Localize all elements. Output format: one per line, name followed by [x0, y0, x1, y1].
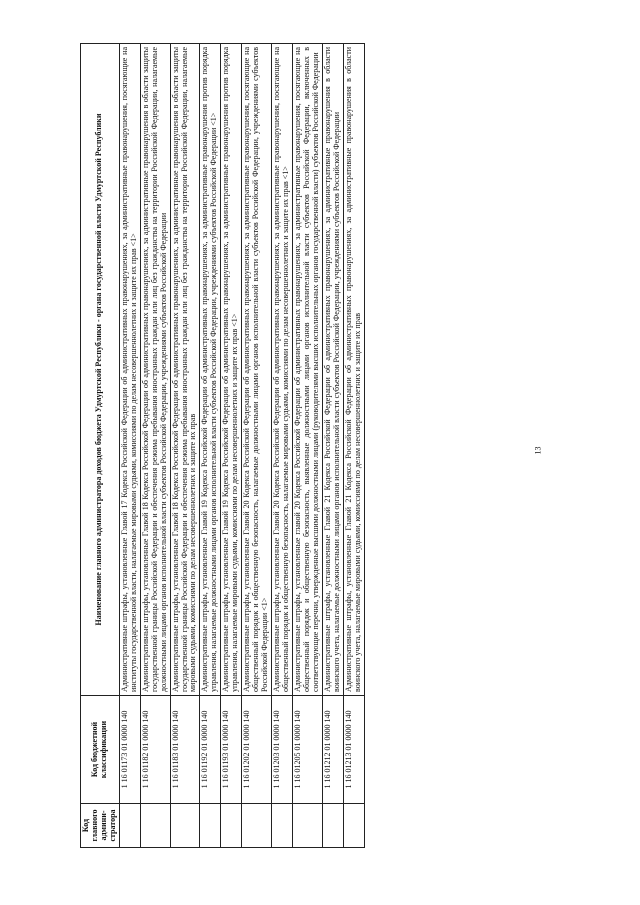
budget-code-cell: 1 16 01212 01 0000 140	[322, 696, 343, 804]
admin-code-cell	[221, 804, 242, 848]
table-header-row	[81, 44, 120, 848]
table-row	[272, 44, 293, 848]
admin-code-cell	[170, 804, 200, 848]
table-row	[170, 44, 200, 848]
budget-code-cell: 1 16 01213 01 0000 140	[343, 696, 364, 804]
table-row	[119, 44, 140, 848]
page-number: 13	[533, 446, 543, 455]
description-cell: Административные штрафы, установленные Главой 21 Кодекса Российской Федерации об административных правонарушениях, за административные правонарушения в области воинского учета, налагаемые должностными лицами органов исполнительной власти субъектов Российской Федерации, учреждениями субъектов Российской Федерации	[322, 44, 343, 696]
description-cell: Административные штрафы, установленные Главой 18 Кодекса Российской Федерации об административных правонарушениях, за административные правонарушения в области защиты государственной границы Российской Федерации и обеспечения режима пребывания иностранных граждан или лиц без гражданства на территории Российской Федерации, налагаемые мировыми судьями, комиссиями по делам несовершеннолетних и защите их прав	[170, 44, 200, 696]
table-row	[322, 44, 343, 848]
table-row	[140, 44, 170, 848]
budget-code-cell: 1 16 01205 01 0000 140	[293, 696, 323, 804]
table-row	[343, 44, 364, 848]
description-cell: Административные штрафы, установленные Главой 19 Кодекса Российской Федерации об административных правонарушениях, за административные правонарушения против порядка управления, налагаемые должностными лицами органов исполнительной власти субъектов Российской Федерации, учреждениями субъектов Российской Федерации <1>	[200, 44, 221, 696]
admin-code-cell	[140, 804, 170, 848]
description-cell: Административные штрафы, установленные Главой 19 Кодекса Российской Федерации об административных правонарушениях, за административные правонарушения против порядка управления, налагаемые мировыми судьями, комиссиями по делам несовершеннолетних и защите их прав <1>	[221, 44, 242, 696]
description-cell: Административные штрафы, установленные Главой 17 Кодекса Российской Федерации об административных правонарушениях, за административные правонарушения, посягающие на институты государственной власти, налагаемые мировыми судьями, комиссиями по делам несовершеннолетних и защите их прав <1>	[119, 44, 140, 696]
description-cell: Административные штрафы, установленные главой 20 Кодекса Российской Федерации об административных правонарушениях, за административные правонарушения, посягающие на общественный порядок и общественную безопасность, выявленные должностными лицами органов исполнительной власти субъектов Российской Федерации, включенных в соответствующие перечни, утвержденные высшими должностными лицами (руководителями высших исполнительных органов государственной власти) субъектов Российской Федерации	[293, 44, 323, 696]
revenue-administrators-table	[80, 43, 365, 848]
description-cell: Административные штрафы, установленные Главой 20 Кодекса Российской Федерации об административных правонарушениях, за административные правонарушения, посягающие на общественный порядок и общественную безопасность, налагаемые должностными лицами органов исполнительной власти субъектов Российской Федерации, учреждениями субъектов Российской Федерации <1>	[242, 44, 272, 696]
admin-code-cell	[272, 804, 293, 848]
table-row	[200, 44, 221, 848]
description-cell: Административные штрафы, установленные Главой 18 Кодекса Российской Федерации об административных правонарушениях, за административные правонарушения в области защиты государственной границы Российской Федерации и обеспечения режима пребывания иностранных граждан или лиц без гражданства на территории Российской Федерации, налагаемые должностными лицами органов исполнительной власти субъектов Российской Федерации, учреждениями субъектов Российской Федерации	[140, 44, 170, 696]
admin-code-cell	[293, 804, 323, 848]
admin-code-cell	[343, 804, 364, 848]
header-administrator-name: Наименование главного администратора доходов бюджета Удмуртской Республики - органа государственной власти Удмуртской Республики	[81, 44, 120, 696]
budget-code-cell: 1 16 01203 01 0000 140	[272, 696, 293, 804]
header-budget-code: Код бюджетной классификации	[81, 696, 120, 804]
budget-code-cell: 1 16 01193 01 0000 140	[221, 696, 242, 804]
header-admin-code: Код главного админи-стратора	[81, 804, 120, 848]
table-row	[221, 44, 242, 848]
budget-code-cell: 1 16 01173 01 0000 140	[119, 696, 140, 804]
budget-code-cell: 1 16 01183 01 0000 140	[170, 696, 200, 804]
admin-code-cell	[119, 804, 140, 848]
table-row	[242, 44, 272, 848]
admin-code-cell	[242, 804, 272, 848]
budget-code-cell: 1 16 01182 01 0000 140	[140, 696, 170, 804]
admin-code-cell	[322, 804, 343, 848]
budget-code-cell: 1 16 01192 01 0000 140	[200, 696, 221, 804]
table-row	[293, 44, 323, 848]
description-cell: Административные штрафы, установленные Главой 20 Кодекса Российской Федерации об административных правонарушениях, за административные правонарушения, посягающие на общественный порядок и общественную безопасность, налагаемые мировыми судьями, комиссиями по делам несовершеннолетних и защите их прав <1>	[272, 44, 293, 696]
admin-code-cell	[200, 804, 221, 848]
rotated-table-container	[80, 44, 554, 848]
description-cell: Административные штрафы, установленные Главой 21 Кодекса Российской Федерации об административных правонарушениях, за административные правонарушения в области воинского учета, налагаемые мировыми судьями, комиссиями по делам несовершеннолетних и защите их прав	[343, 44, 364, 696]
budget-code-cell: 1 16 01202 01 0000 140	[242, 696, 272, 804]
